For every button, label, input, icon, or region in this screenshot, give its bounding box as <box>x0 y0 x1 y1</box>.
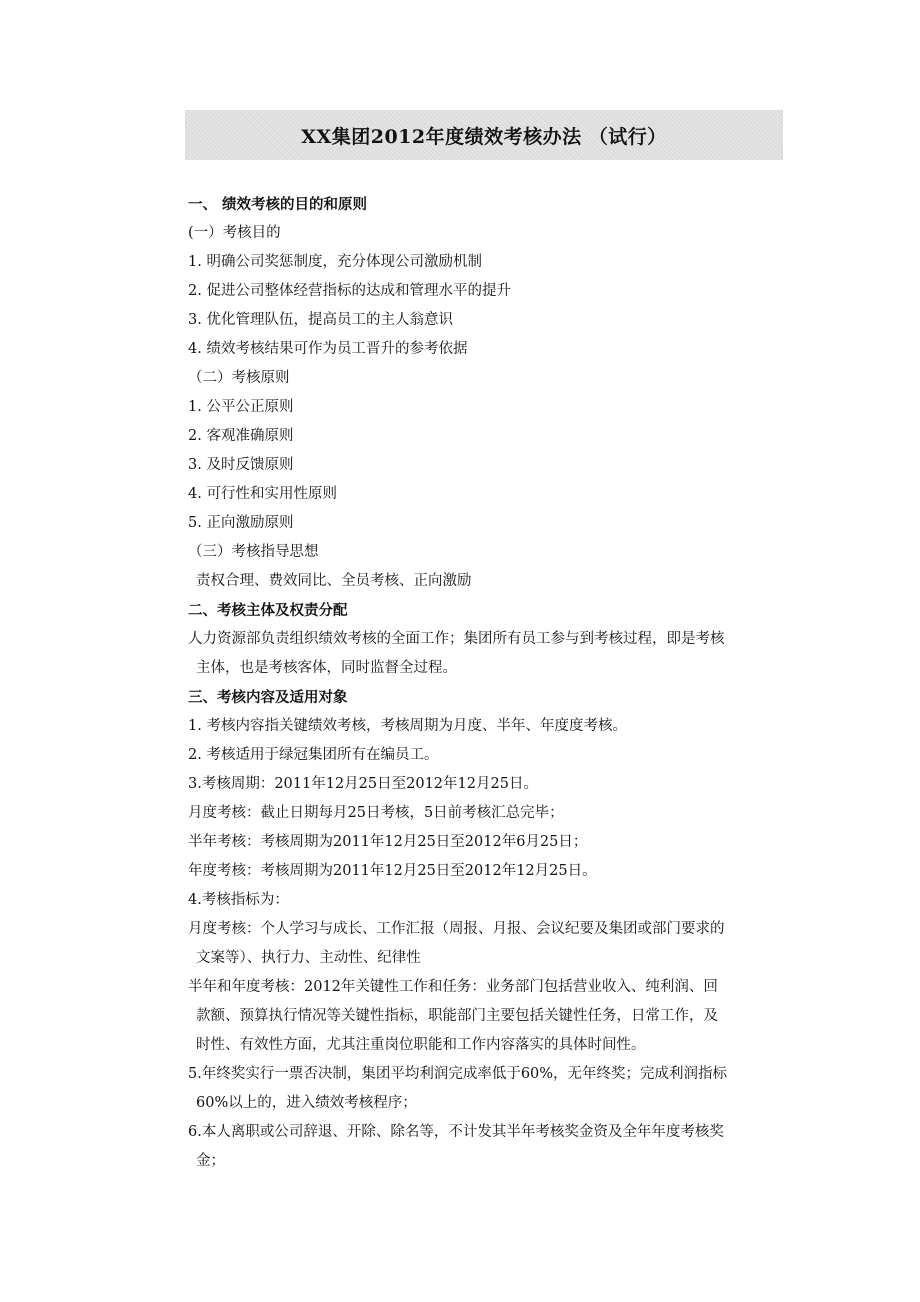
list-item: 5. 正向激励原则 <box>188 515 294 531</box>
paragraph-line: 半年和年度考核：2012年关键性工作和任务：业务部门包括营业收入、纯利润、回 <box>188 979 718 995</box>
paragraph-line: 文案等）、执行力、主动性、纪律性 <box>196 950 421 966</box>
section-heading-2: 二、考核主体及权责分配 <box>188 602 348 619</box>
paragraph-line: 60%以上的，进入绩效考核程序； <box>196 1095 417 1111</box>
list-item: 4. 可行性和实用性原则 <box>188 486 337 502</box>
paragraph-line: 款额、预算执行情况等关键性指标，职能部门主要包括关键性任务，日常工作，及 <box>196 1008 718 1024</box>
list-item: 3.考核周期：2011年12月25日至2012年12月25日。 <box>188 776 538 792</box>
paragraph-line: 月度考核：个人学习与成长、工作汇报（周报、月报、会议纪要及集团或部门要求的 <box>188 921 725 937</box>
list-item: 2. 客观准确原则 <box>188 428 294 444</box>
list-item: 1. 公平公正原则 <box>188 399 294 415</box>
list-item: 2. 考核适用于绿冠集团所有在编员工。 <box>188 747 439 763</box>
list-item: 3. 及时反馈原则 <box>188 457 294 473</box>
list-item: 4. 绩效考核结果可作为员工晋升的参考依据 <box>188 341 468 357</box>
paragraph: 责权合理、费效同比、全员考核、正向激励 <box>196 573 472 589</box>
paragraph-line: 主体，也是考核客体，同时监督全过程。 <box>196 660 457 676</box>
list-item: 1. 明确公司奖惩制度，充分体现公司激励机制 <box>188 254 482 270</box>
subsection-heading: （二）考核原则 <box>188 370 290 386</box>
paragraph-line: 人力资源部负责组织绩效考核的全面工作；集团所有员工参与到考核过程，即是考核 <box>188 631 725 647</box>
subsection-heading: (一）考核目的 <box>188 225 281 241</box>
list-item: 6.本人离职或公司辞退、开除、除名等，不计发其半年考核奖金资及全年年度考核奖 <box>188 1124 724 1140</box>
paragraph-line: 金； <box>196 1153 225 1169</box>
subsection-heading: （三）考核指导思想 <box>188 544 319 560</box>
list-item: 4.考核指标为： <box>188 892 289 908</box>
paragraph-line: 半年考核：考核周期为2011年12月25日至2012年6月25日； <box>188 834 588 850</box>
list-item: 1. 考核内容指关键绩效考核，考核周期为月度、半年、年度度考核。 <box>188 718 627 734</box>
paragraph-line: 年度考核：考核周期为2011年12月25日至2012年12月25日。 <box>188 863 597 879</box>
list-item: 5.年终奖实行一票否决制，集团平均利润完成率低于60%，无年终奖；完成利润指标 <box>188 1066 728 1082</box>
list-item: 2. 促进公司整体经营指标的达成和管理水平的提升 <box>188 283 511 299</box>
list-item: 3. 优化管理队伍，提高员工的主人翁意识 <box>188 312 453 328</box>
title-banner <box>185 110 783 160</box>
paragraph-line: 时性、有效性方面，尤其注重岗位职能和工作内容落实的具体时间性。 <box>196 1037 646 1053</box>
document-body <box>188 190 784 1176</box>
section-heading-1: 一、 绩效考核的目的和原则 <box>188 196 368 213</box>
paragraph-line: 月度考核：截止日期每月25日考核，5日前考核汇总完毕； <box>188 805 564 821</box>
document-title: XX集团2012年度绩效考核办法 （试行） <box>301 125 667 148</box>
section-heading-3: 三、考核内容及适用对象 <box>188 689 348 706</box>
